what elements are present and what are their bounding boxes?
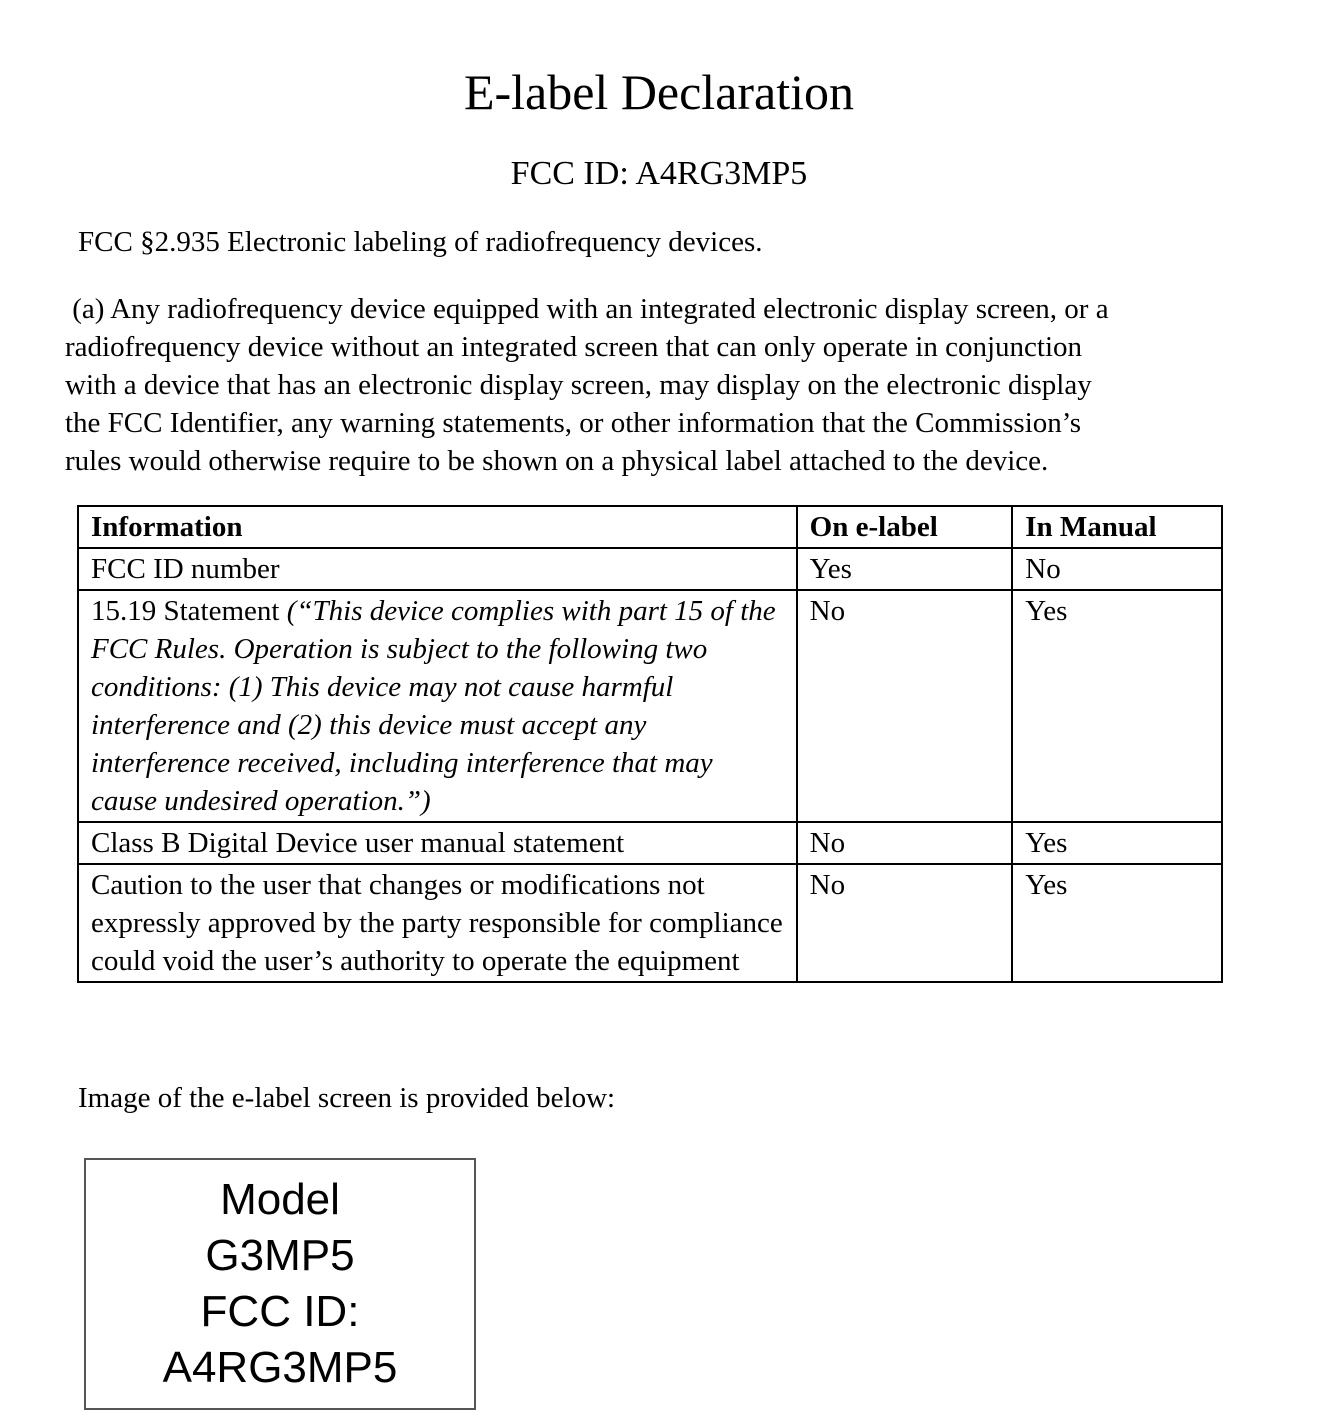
statement-label: 15.19 Statement bbox=[91, 595, 287, 627]
cell-information: Class B Digital Device user manual statement bbox=[78, 822, 797, 864]
table-row bbox=[78, 590, 1222, 822]
elabel-line-model-number: G3MP5 bbox=[205, 1231, 355, 1280]
rule-heading: FCC §2.935 Electronic labeling of radiofrequency devices. bbox=[78, 226, 763, 258]
cell-information: Caution to the user that changes or modifications not expressly approved by the party responsible for compliance could void the user’s authority to operate the equipment bbox=[78, 864, 797, 982]
header-information: Information bbox=[78, 506, 797, 548]
statement-quote: (“This device complies with part 15 of the FCC Rules. Operation is subject to the following two conditions: (1) This device may not cause harmful interference and (2) this device must accept any interference received, including interference that may cause undesired operation.”) bbox=[91, 595, 776, 817]
cell-information: FCC ID number bbox=[78, 548, 797, 590]
rule-body-line: radiofrequency device without an integrated screen that can only operate in conjunction bbox=[65, 331, 1083, 363]
page-title: E-label Declaration bbox=[463, 64, 855, 120]
elabel-line-fccid-value: A4RG3MP5 bbox=[162, 1343, 398, 1392]
cell-information bbox=[78, 590, 797, 822]
header-in-manual: In Manual bbox=[1012, 506, 1222, 548]
cell-on-elabel: No bbox=[797, 822, 1013, 864]
elabel-line-model: Model bbox=[220, 1175, 340, 1224]
cell-in-manual: Yes bbox=[1012, 822, 1222, 864]
image-intro-text: Image of the e-label screen is provided below: bbox=[78, 1082, 616, 1114]
rule-body-line: rules would otherwise require to be shown on a physical label attached to the device. bbox=[65, 445, 1049, 477]
fcc-id-subtitle: FCC ID: A4RG3MP5 bbox=[510, 155, 808, 192]
cell-on-elabel: Yes bbox=[797, 548, 1013, 590]
table-row bbox=[78, 822, 1222, 864]
table-header-row bbox=[78, 506, 1222, 548]
table-row bbox=[78, 548, 1222, 590]
header-on-elabel: On e-label bbox=[797, 506, 1013, 548]
elabel-line-fccid-label: FCC ID: bbox=[200, 1287, 360, 1336]
rule-body-line: (a) Any radiofrequency device equipped with an integrated electronic display screen, or a bbox=[65, 293, 1109, 325]
labeling-table bbox=[77, 505, 1223, 983]
rule-body bbox=[65, 290, 1245, 480]
table-row bbox=[78, 864, 1222, 982]
elabel-screen-image bbox=[84, 1158, 476, 1410]
rule-body-line: the FCC Identifier, any warning statements, or other information that the Commission’s bbox=[65, 407, 1082, 439]
rule-body-line: with a device that has an electronic display screen, may display on the electronic display bbox=[65, 369, 1092, 401]
cell-in-manual: Yes bbox=[1012, 590, 1222, 822]
cell-on-elabel: No bbox=[797, 590, 1013, 822]
cell-in-manual: Yes bbox=[1012, 864, 1222, 982]
cell-in-manual: No bbox=[1012, 548, 1222, 590]
cell-on-elabel: No bbox=[797, 864, 1013, 982]
